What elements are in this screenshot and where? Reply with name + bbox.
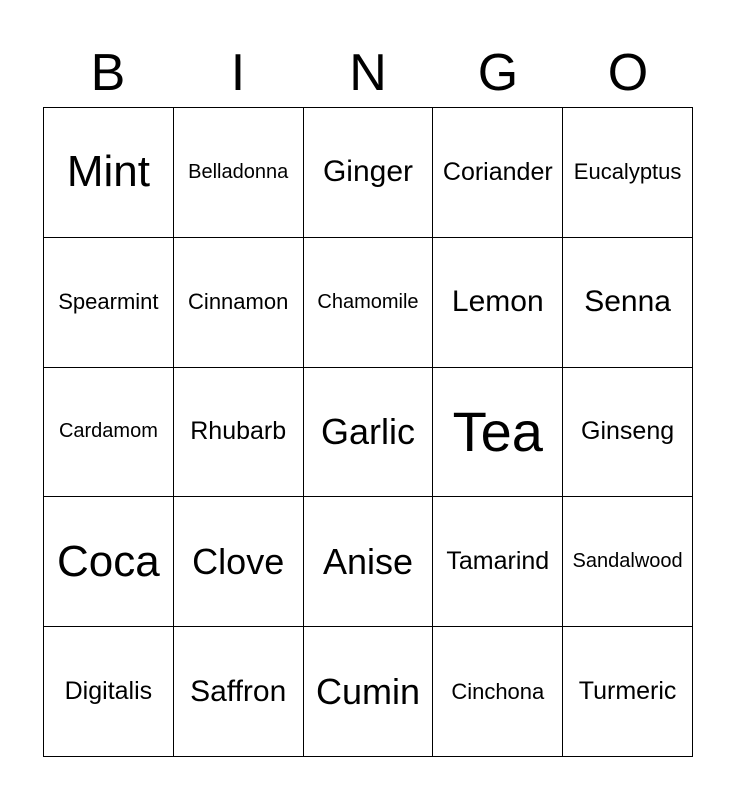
bingo-cell[interactable]: Tamarind — [433, 497, 563, 627]
header-letter-o: O — [607, 44, 649, 102]
bingo-cell[interactable]: Garlic — [304, 368, 434, 498]
header-letter-b: B — [90, 44, 126, 102]
bingo-cell[interactable]: Chamomile — [304, 238, 434, 368]
bingo-cell[interactable]: Anise — [304, 497, 434, 627]
bingo-grid — [43, 107, 693, 757]
bingo-cell[interactable]: Senna — [563, 238, 693, 368]
bingo-cell[interactable]: Belladonna — [174, 108, 304, 238]
header-letter-i: I — [230, 44, 246, 102]
bingo-cell[interactable]: Spearmint — [44, 238, 174, 368]
bingo-cell[interactable]: Ginger — [304, 108, 434, 238]
bingo-cell[interactable]: Cardamom — [44, 368, 174, 498]
bingo-cell[interactable]: Cinnamon — [174, 238, 304, 368]
bingo-cell[interactable]: Cumin — [304, 627, 434, 757]
bingo-cell[interactable]: Tea — [433, 368, 563, 498]
bingo-cell[interactable]: Turmeric — [563, 627, 693, 757]
bingo-cell[interactable]: Saffron — [174, 627, 304, 757]
bingo-cell[interactable]: Lemon — [433, 238, 563, 368]
header-letter-n: N — [349, 44, 387, 102]
bingo-cell[interactable]: Coriander — [433, 108, 563, 238]
bingo-cell[interactable]: Clove — [174, 497, 304, 627]
bingo-cell[interactable]: Sandalwood — [563, 497, 693, 627]
header-letter-g: G — [477, 44, 519, 102]
bingo-header — [43, 40, 693, 106]
bingo-cell[interactable]: Coca — [44, 497, 174, 627]
bingo-cell[interactable]: Rhubarb — [174, 368, 304, 498]
bingo-cell[interactable]: Eucalyptus — [563, 108, 693, 238]
bingo-cell[interactable]: Ginseng — [563, 368, 693, 498]
bingo-cell[interactable]: Cinchona — [433, 627, 563, 757]
bingo-cell[interactable]: Digitalis — [44, 627, 174, 757]
bingo-cell[interactable]: Mint — [44, 108, 174, 238]
